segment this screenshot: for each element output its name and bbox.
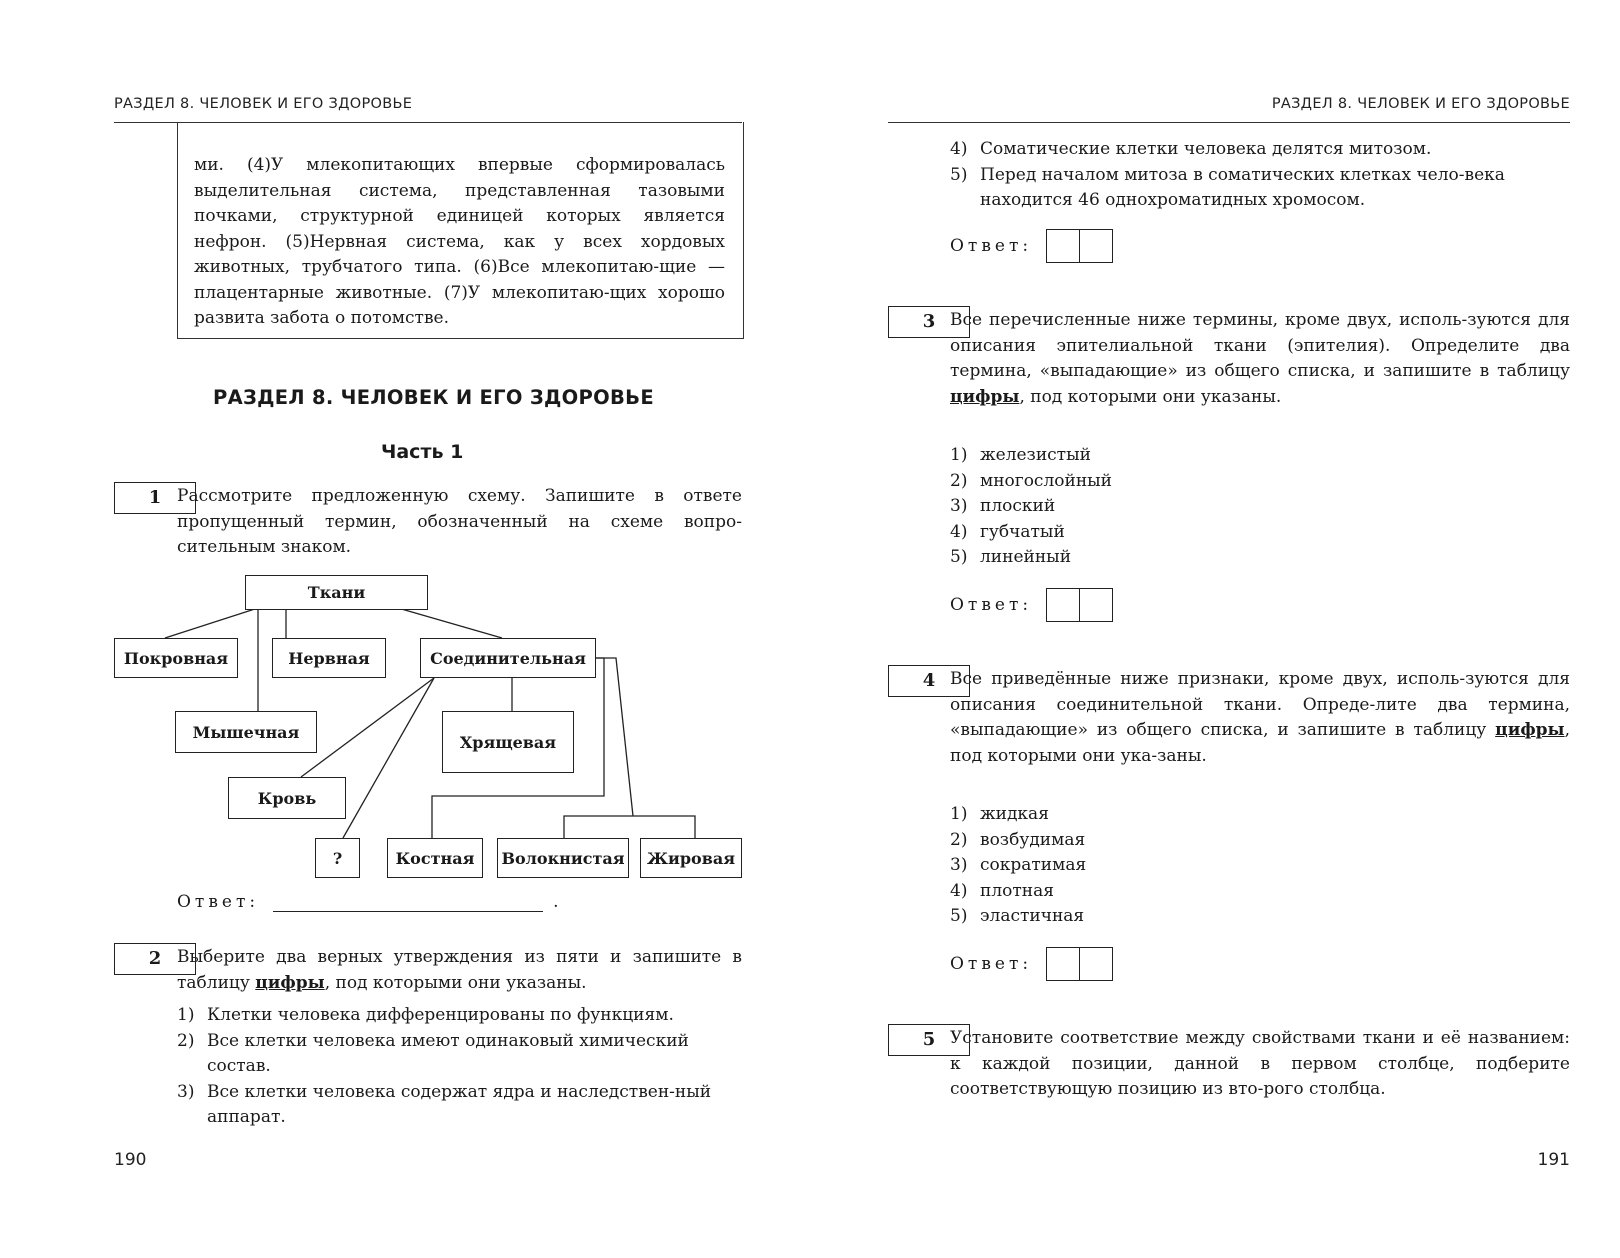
q3-options <box>950 443 1570 571</box>
answer-label: Ответ: <box>950 236 1033 256</box>
question-5-text: Установите соответствие между свойствами ткани и её названием: к каждой позиции, данной в первом столбце, подберите соответствующую позицию из вто-рого столбца. <box>950 1028 1570 1099</box>
page-number: 190 <box>114 1150 147 1170</box>
answer-q2 <box>950 229 1113 263</box>
answer-q1-field[interactable] <box>273 893 543 912</box>
item-text: Перед началом митоза в соматических клетках чело-века находится 46 однохроматидных хромосом. <box>980 164 1505 210</box>
question-4-text <box>950 667 1570 769</box>
item-text: сократимая <box>980 855 1087 875</box>
list-item <box>950 520 1570 546</box>
node-unknown: ? <box>315 838 360 878</box>
answer-cell[interactable] <box>1079 589 1112 621</box>
node-tkani: Ткани <box>245 575 428 610</box>
item-text: Клетки человека дифференцированы по функциям. <box>207 1005 674 1025</box>
answer-cell[interactable] <box>1047 230 1079 262</box>
item-number: 4) <box>950 139 968 159</box>
q2-text-a: Выберите два верных утверждения из пяти и запишите в таблицу <box>177 947 742 993</box>
q3-text-a: Все перечисленные ниже термины, кроме двух, исполь-зуются для описания эпителиальной ткани (эпителия). Определите два термина, «выпадающие» из общего списка, и запишите в таблицу <box>950 310 1570 381</box>
answer-cell[interactable] <box>1079 948 1112 980</box>
q4-text-b: , под которыми они ука-заны. <box>950 720 1570 766</box>
item-number: 1) <box>950 804 968 824</box>
item-text: возбудимая <box>980 829 1086 850</box>
item-number: 5) <box>950 164 968 185</box>
list-item <box>950 853 1570 879</box>
connector-fibrous-branch <box>596 658 633 816</box>
answer-q1 <box>177 892 563 912</box>
item-number: 3) <box>950 496 968 516</box>
q3-text-bold: цифры <box>950 386 1020 407</box>
list-item <box>950 545 1570 571</box>
question-number-4: 4 <box>888 665 970 697</box>
item-number: 4) <box>950 880 968 901</box>
connector-krov <box>301 678 434 777</box>
connector-root-soedinitelnaya <box>398 608 502 638</box>
node-kostnaya: Костная <box>387 838 483 878</box>
answer-cell[interactable] <box>1047 948 1079 980</box>
connector-voloknistaya-zhirovaya <box>564 816 695 838</box>
q3-text-b: , под которыми они указаны. <box>1019 386 1282 407</box>
q4-options <box>950 802 1570 930</box>
diagram-connectors <box>0 0 810 900</box>
part-title: Часть 1 <box>381 441 464 463</box>
item-text: линейный <box>980 547 1072 567</box>
answer-label: Ответ: <box>950 954 1033 974</box>
connector-unknown <box>343 678 434 838</box>
header-rule <box>888 122 1570 123</box>
item-number: 4) <box>950 521 968 542</box>
node-nervnaya: Нервная <box>272 638 386 678</box>
item-number: 1) <box>950 445 968 465</box>
page-number: 191 <box>1537 1150 1570 1170</box>
answer-label: Ответ: <box>950 595 1033 615</box>
answer-q3 <box>950 588 1113 622</box>
item-number: 2) <box>950 470 968 491</box>
list-item <box>950 828 1570 854</box>
node-krov: Кровь <box>228 777 346 819</box>
item-text: жидкая <box>980 804 1049 824</box>
q2-options <box>177 1003 742 1131</box>
node-pokrovnaya: Покровная <box>114 638 238 678</box>
q2-options-continued <box>950 137 1570 214</box>
list-item <box>950 904 1570 930</box>
answer-label: Ответ: <box>177 892 260 912</box>
list-item <box>950 469 1570 495</box>
q4-text-bold: цифры <box>1495 720 1565 740</box>
answer-q2-boxes[interactable] <box>1046 229 1113 263</box>
node-soedinitelnaya: Соединительная <box>420 638 596 678</box>
answer-cell[interactable] <box>1079 230 1112 262</box>
answer-q4-boxes[interactable] <box>1046 947 1113 981</box>
item-number: 2) <box>177 1030 195 1051</box>
q2-text-bold: цифры <box>255 972 325 993</box>
question-number-3: 3 <box>888 306 970 338</box>
node-voloknistaya: Волокнистая <box>497 838 629 878</box>
list-item <box>177 1029 742 1080</box>
node-zhirovaya: Жировая <box>640 838 742 878</box>
right-page <box>810 0 1620 1258</box>
node-khryashchevaya: Хрящевая <box>442 711 574 773</box>
item-number: 3) <box>177 1081 195 1102</box>
node-myshechnaya: Мышечная <box>175 711 317 753</box>
question-3-text <box>950 308 1570 410</box>
list-item <box>177 1003 742 1029</box>
list-item <box>950 494 1570 520</box>
list-item <box>950 802 1570 828</box>
answer-q4 <box>950 947 1113 981</box>
list-item <box>950 443 1570 469</box>
item-text: Соматические клетки человека делятся митозом. <box>980 139 1432 159</box>
question-number-5: 5 <box>888 1024 970 1056</box>
item-text: плоский <box>980 496 1056 516</box>
list-item <box>177 1080 742 1131</box>
running-head: РАЗДЕЛ 8. ЧЕЛОВЕК И ЕГО ЗДОРОВЬЕ <box>1271 96 1570 112</box>
item-text: плотная <box>980 880 1054 901</box>
item-text: эластичная <box>980 906 1085 926</box>
tissue-diagram <box>0 0 810 900</box>
question-number-2: 2 <box>114 943 196 975</box>
item-text: железистый <box>980 445 1091 465</box>
answer-period: . <box>553 892 563 912</box>
answer-cell[interactable] <box>1047 589 1079 621</box>
item-text: Все клетки человека имеют одинаковый химический состав. <box>207 1030 689 1076</box>
running-head: РАЗДЕЛ 8. ЧЕЛОВЕК И ЕГО ЗДОРОВЬЕ <box>114 96 413 112</box>
question-2-text <box>177 945 742 996</box>
connector-root-pokrovnaya <box>165 608 258 638</box>
item-number: 2) <box>950 829 968 850</box>
question-1-text: Рассмотрите предложенную схему. Запишите в ответе пропущенный термин, обозначенный на схеме вопро-сительным знаком. <box>177 486 742 557</box>
item-number: 5) <box>950 547 968 567</box>
item-number: 3) <box>950 855 968 875</box>
item-text: Все клетки человека содержат ядра и наследствен-ный аппарат. <box>207 1081 712 1127</box>
answer-q3-boxes[interactable] <box>1046 588 1113 622</box>
item-text: губчатый <box>980 521 1065 542</box>
q4-text-a: Все приведённые ниже признаки, кроме двух, исполь-зуются для описания соединительной ткани. Опреде-лите два термина, «выпадающие» из общего списка, и запишите в таблицу <box>950 669 1570 740</box>
item-text: многослойный <box>980 470 1113 491</box>
box-text: ми. (4)У млекопитающих впервые сформировалась выделительная система, представленная тазовыми почками, структурной единицей которых является нефрон. (5)Нервная система, как у всех хордовых животных, трубчатого типа. (6)Все млекопитаю-щие — плацентарные животные. (7)У млекопитаю-щих хорошо развита забота о потомстве. <box>194 155 725 328</box>
item-number: 5) <box>950 906 968 926</box>
list-item <box>950 163 1570 214</box>
list-item <box>950 137 1570 163</box>
list-item <box>950 879 1570 905</box>
q2-text-b: , под которыми они указаны. <box>324 972 587 993</box>
item-number: 1) <box>177 1005 195 1025</box>
question-number-1: 1 <box>114 482 196 514</box>
section-title: РАЗДЕЛ 8. ЧЕЛОВЕК И ЕГО ЗДОРОВЬЕ <box>213 386 654 409</box>
